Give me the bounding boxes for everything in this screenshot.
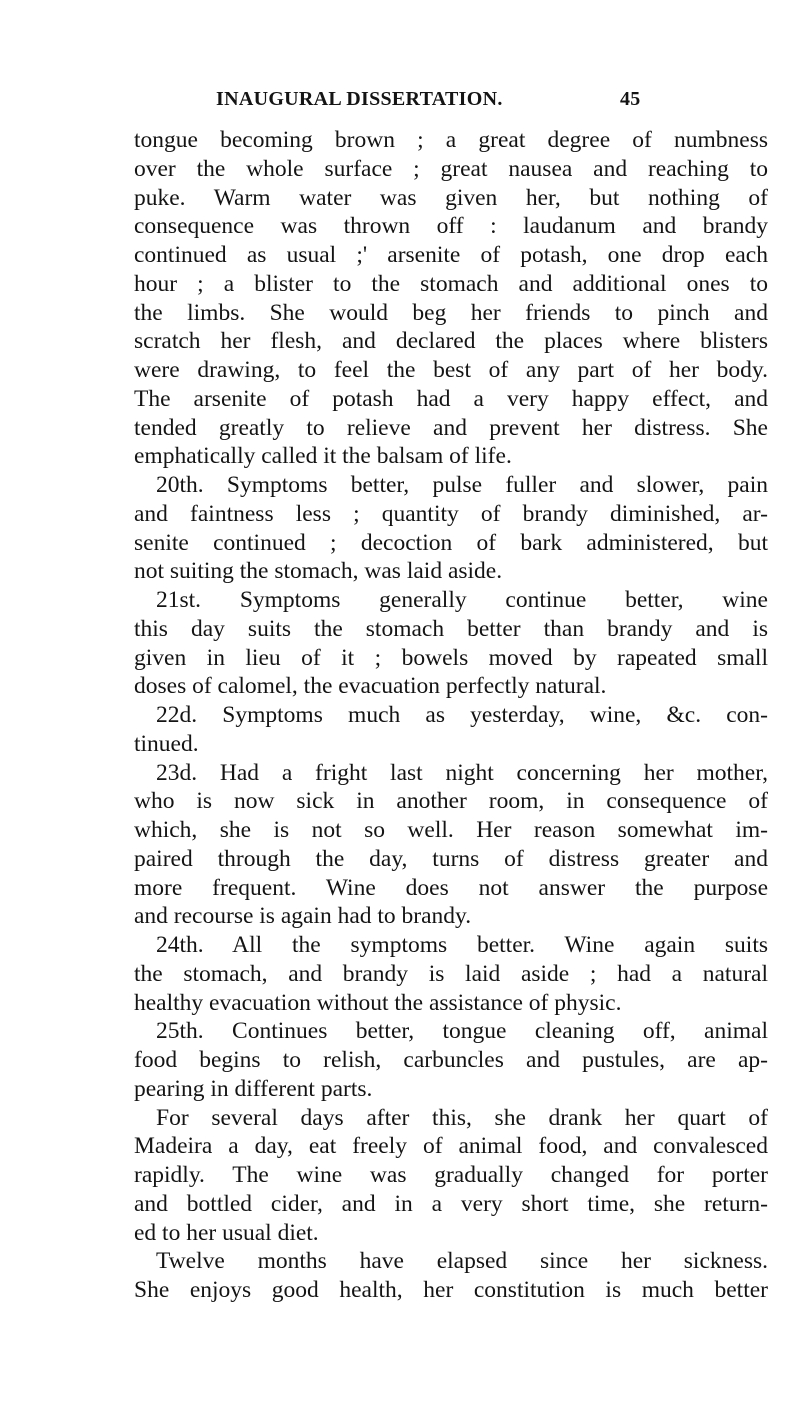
text-line: and bottled cider, and in a very short time, she return-: [134, 1190, 768, 1217]
text-line: food begins to relish, carbuncles and pustules, are ap-: [134, 1047, 768, 1073]
text-line: rapidly. The wine was gradually changed for porter: [134, 1162, 768, 1188]
text-line: puke. Warm water was given her, but nothing of: [134, 184, 768, 211]
text-line: who is now sick in another room, in consequence of: [134, 788, 768, 815]
text-line: continued as usual ;' arsenite of potash, one drop each: [134, 242, 768, 268]
text-line: scratch her flesh, and declared the places where blisters: [134, 328, 768, 355]
text-line: tinued.: [134, 730, 199, 757]
text-line: 25th. Continues better, tongue cleaning off, animal: [156, 1018, 768, 1045]
body-text: [134, 126, 768, 1305]
text-line: tended greatly to relieve and prevent her distress. She: [134, 414, 768, 441]
text-line: Twelve months have elapsed since her sickness.: [156, 1248, 768, 1275]
text-line: senite continued ; decoction of bark administered, but: [134, 529, 768, 556]
text-line: The arsenite of potash had a very happy effect, and: [134, 385, 768, 412]
text-line: Madeira a day, eat freely of animal food, and convalesced: [134, 1133, 768, 1160]
text-line: 24th. All the symptoms better. Wine again suits: [156, 932, 768, 958]
text-line: over the whole surface ; great nausea and reaching to: [134, 155, 768, 182]
text-line: the stomach, and brandy is laid aside ; had a natural: [134, 960, 768, 987]
text-line: 23d. Had a fright last night concerning her mother,: [156, 759, 768, 786]
text-line: paired through the day, turns of distress greater and: [134, 845, 768, 872]
text-line: pearing in different parts.: [134, 1075, 373, 1102]
text-line: 21st. Symptoms generally continue better, wine: [156, 587, 768, 613]
text-line: 22d. Symptoms much as yesterday, wine, &c. con-: [156, 702, 768, 728]
text-line: emphatically called it the balsam of life.: [134, 443, 512, 470]
text-line: were drawing, to feel the best of any part of her body.: [134, 357, 768, 383]
text-line: and recourse is again had to brandy.: [134, 903, 472, 930]
text-line: the limbs. She would beg her friends to pinch and: [134, 299, 768, 326]
text-line: ed to her usual diet.: [134, 1219, 319, 1246]
text-line: tongue becoming brown ; a great degree of numbness: [134, 127, 768, 153]
text-line: consequence was thrown off : laudanum and brandy: [134, 213, 768, 240]
running-title: INAUGURAL DISSERTATION.: [216, 88, 503, 110]
text-line: doses of calomel, the evacuation perfectly natural.: [134, 673, 607, 700]
text-line: She enjoys good health, her constitution is much better: [134, 1277, 768, 1303]
text-line: this day suits the stomach better than brandy and is: [134, 615, 768, 642]
text-line: 20th. Symptoms better, pulse fuller and slower, pain: [156, 472, 768, 498]
page-number: 45: [620, 88, 641, 110]
text-line: which, she is not so well. Her reason somewhat im-: [134, 817, 768, 843]
text-line: not suiting the stomach, was laid aside.: [134, 558, 503, 585]
text-line: given in lieu of it ; bowels moved by rapeated small: [134, 644, 768, 671]
text-line: and faintness less ; quantity of brandy diminished, ar-: [134, 500, 768, 527]
text-line: more frequent. Wine does not answer the purpose: [134, 874, 768, 901]
text-line: For several days after this, she drank her quart of: [156, 1104, 768, 1131]
running-head: [216, 88, 641, 114]
text-line: healthy evacuation without the assistance of physic.: [134, 989, 622, 1016]
text-line: hour ; a blister to the stomach and additional ones to: [134, 270, 768, 297]
